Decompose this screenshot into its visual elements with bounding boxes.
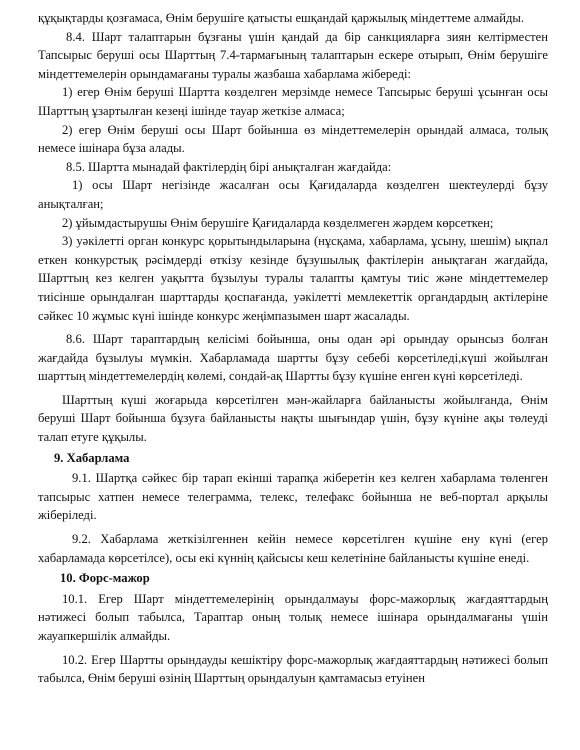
section-heading-10: 10. Форс-мажор (60, 571, 150, 586)
paragraph-8-5-item-3: 3) уәкілетті орган конкурс қорытындыларына (нұсқама, хабарлама, ұсыну, шешім) ықпал еткен конкурстық рәсімдерді өткізу кезінде бұзушылық фактілерін анықтаған жағдайда, Шарттың кез келген уақытта бұзылуы туралы талапты қамтуы тиіс және міндеттемелер тиісінше орындалған шарттарды қоспағанда, уәкілетті мемлекеттік органдардың актілеріне сәйкес 10 жұмыс күні ішінде конкурс жеңімпазымен шарт жасалады. (38, 234, 548, 323)
paragraph-8-5: 8.5. Шартта мынадай фактілердің бірі анықталған жағдайда: (66, 159, 392, 174)
paragraph-8-4-item-1: 1) егер Өнім беруші Шартта көзделген мерзімде немесе Тапсырыс беруші ұсынған осы Шарттың ұзартылған кезеңі ішінде тауар жеткізе алмаса; (38, 85, 548, 118)
paragraph-9-2: 9.2. Хабарлама жеткізілгеннен кейін немесе көрсетілген күшіне ену күні (егер хабарламада көрсетілсе), осы екі күннің қайсысы кеш келетініне байланысты күшіне енеді. (38, 532, 548, 565)
paragraph-8-5-item-1: 1) осы Шарт негізінде жасалған осы Қағидаларда көзделген шектеулерді бұзу анықталған; (38, 178, 548, 211)
paragraph-8-4: 8.4. Шарт талаптарын бұзғаны үшін қандай да бір санкцияларға зиян келтірместен Тапсырыс беруші осы Шарттың 7.4-тармағының талаптарын ескере отырып, Өнім берушіге міндеттемелерін орындамағаны туралы жазбаша хабарлама жібереді: (38, 29, 548, 81)
paragraph-8-4-item-2: 2) егер Өнім беруші осы Шарт бойынша өз міндеттемелерін орындай алмаса, толық немесе ішінара бұза алады. (38, 122, 548, 156)
paragraph-10-2: 10.2. Егер Шартты орындауды кешіктіру форс-мажорлық жағдаяттардың нәтижесі болып табылса, Өнім беруші өзінің Шарттың орындалуын қамтамасыз етуінен (38, 652, 548, 686)
paragraph-8-6: 8.6. Шарт тараптардың келісімі бойынша, оны одан әрі орындау орынсыз болған жағдайда бұзылуы мүмкін. Хабарламада шартты бұзу себебі көрсетіледі,күші жойылған шарттың міндеттемелердің көлемі, сондай-ақ Шартты бұзу күшіне енген күні көрсетіледі. (38, 332, 548, 384)
paragraph-8-5-item-2: 2) ұйымдастырушы Өнім берушіге Қағидаларда көзделмеген жәрдем көрсеткен; (62, 215, 494, 230)
paragraph-8-6-continuation: Шарттың күші жоғарыда көрсетілген мән-жайларға байланысты жойылғанда, Өнім беруші Шарт бойынша бұзуға байланысты нақты шығындар үшін, бұзу күніне ақы төлеуді талап етуге құқылы. (38, 392, 548, 445)
paragraph-9-1: 9.1. Шартқа сәйкес бір тарап екінші тарапқа жіберетін кез келген хабарлама төленген тапсырыс хатпен немесе телеграмма, телекс, телефакс бойынша не веб-портал арқылы жіберіледі. (38, 471, 548, 523)
paragraph-continuation: құқықтарды қозғамаса, Өнім берушіге қатысты ешқандай қаржылық міндеттеме алмайды. (38, 11, 524, 25)
paragraph-10-1: 10.1. Егер Шарт міндеттемелерінің орындалмауы форс-мажорлық жағдаяттардың нәтижесі болып табылса, Тараптар оның толық немесе ішінара орындалмағаны үшін жауапкершілік алмайды. (38, 591, 548, 643)
section-heading-9: 9. Хабарлама (54, 450, 130, 465)
